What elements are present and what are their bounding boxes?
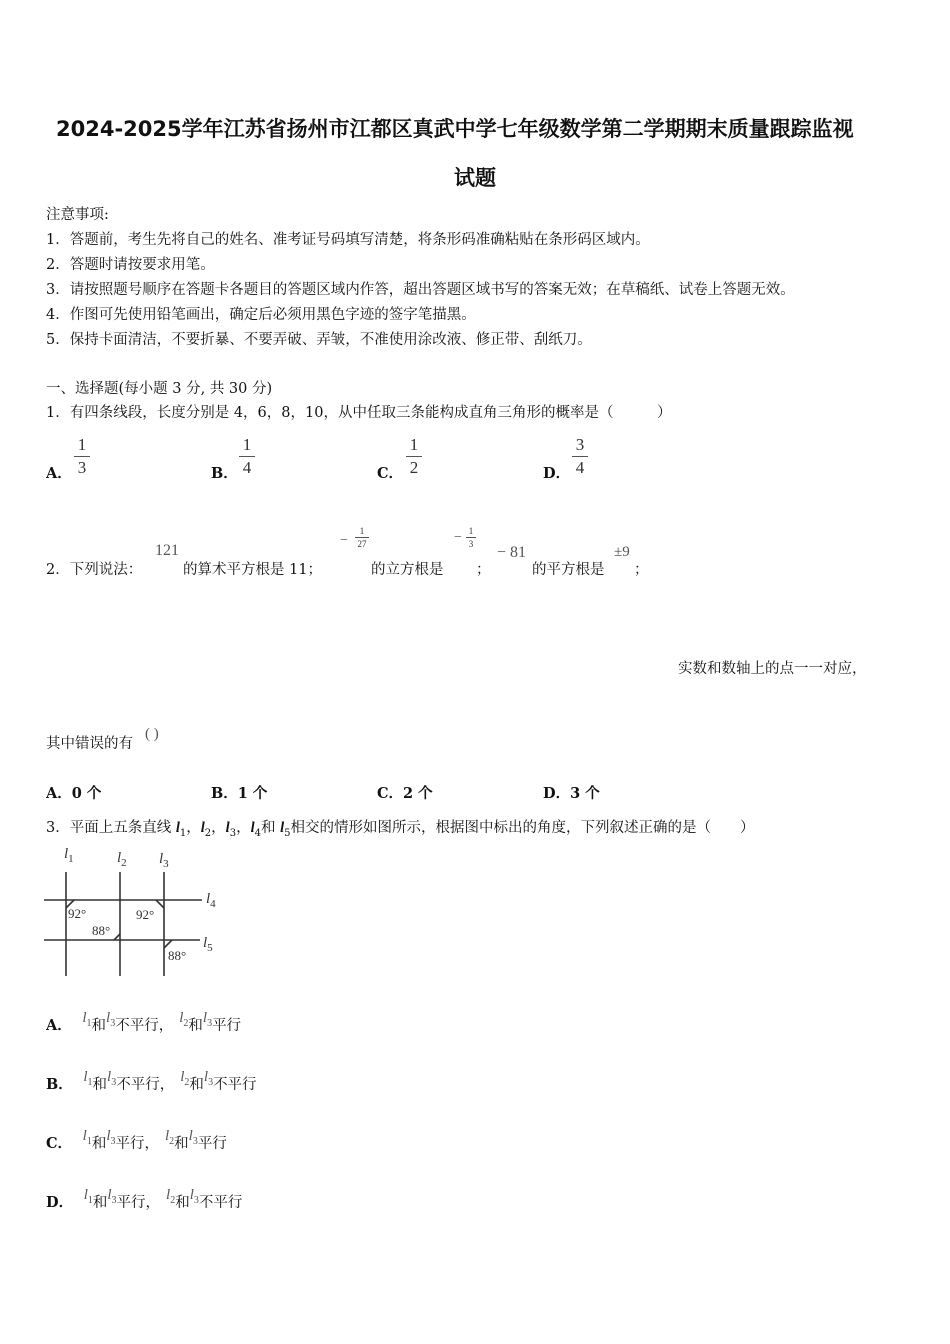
math-l: l — [165, 1128, 170, 1144]
notice-item: 2．答题时请按要求用笔。 — [46, 257, 215, 273]
q2-text-1: 的算术平方根是 11； — [183, 562, 323, 578]
sub: 3 — [110, 1135, 116, 1147]
q1-option-a-label: A． — [46, 465, 72, 482]
line-l: l — [200, 820, 205, 836]
label-l1: $l_1$ — [64, 846, 74, 865]
label-l5: $l_5$ — [203, 935, 213, 954]
math-l: l — [106, 1010, 111, 1026]
sub: 3 — [111, 1076, 117, 1088]
option-label: C． — [46, 1135, 73, 1152]
q3-option-c — [46, 1128, 227, 1155]
text: 平行 — [197, 1136, 227, 1152]
math-l: l — [83, 1187, 88, 1203]
text: 和 — [188, 1018, 203, 1034]
sub: 3 — [229, 827, 237, 839]
sub: 1 — [179, 827, 187, 839]
q2-option-c: C．2 个 — [377, 785, 433, 802]
sub: 1 — [87, 1076, 93, 1088]
q2-math-minus: − — [340, 533, 348, 548]
text: 不平行 — [198, 1195, 243, 1211]
math-l: l — [82, 1010, 87, 1026]
angle-mark — [114, 934, 120, 940]
q2-paren: ( ) — [145, 726, 159, 742]
option-label: B． — [46, 1076, 73, 1093]
line-l: l — [280, 820, 285, 836]
page-title-line2: 试题 — [454, 166, 496, 190]
q2-text-3: ； — [476, 562, 491, 578]
text: 不平行， — [115, 1018, 174, 1034]
text: 和 — [91, 1018, 107, 1034]
q2-prefix: 2．下列说法： — [46, 562, 143, 578]
line-l: l — [175, 820, 180, 836]
sub: 3 — [110, 1017, 116, 1029]
q1-option-b-label: B． — [211, 465, 238, 482]
label-l4: $l_4$ — [206, 891, 216, 910]
sub: 3 — [111, 1194, 117, 1206]
math-l: l — [189, 1187, 194, 1203]
notice-item: 4．作图可先使用铅笔画出，确定后必须用黑色字迹的签字笔描黑。 — [46, 307, 476, 323]
q3-stem-a: 3．平面上五条直线 — [46, 820, 176, 836]
math-l: l — [107, 1069, 112, 1085]
notice-item: 3．请按照题号顺序在答题卡各题目的答题区域内作答，超出答题区域书写的答案无效；在草稿纸、试卷上答题无效。 — [46, 282, 795, 298]
q2-text-5: ； — [634, 562, 649, 578]
text: 平行， — [115, 1136, 159, 1152]
q3-option-a — [46, 1010, 242, 1037]
notice-heading: 注意事项: — [46, 207, 109, 223]
numerator: 1 — [242, 435, 252, 454]
angle-label-92: 92° — [68, 906, 87, 921]
numerator: 1 — [77, 435, 87, 454]
text: 平行 — [212, 1018, 242, 1034]
sub: 1 — [86, 1017, 92, 1029]
numerator: 1 — [468, 526, 474, 536]
line-l: l — [250, 820, 255, 836]
sub: 3 — [192, 1135, 198, 1147]
text: 和 — [92, 1077, 108, 1093]
angle-mark — [156, 900, 164, 908]
q2-option-a: A．0 个 — [46, 785, 102, 802]
sub: 1 — [86, 1135, 92, 1147]
math-l: l — [82, 1128, 87, 1144]
q2-line-3: 其中错误的有 — [46, 736, 133, 752]
q2-option-d: D．3 个 — [543, 785, 600, 802]
option-label: D． — [46, 1194, 74, 1211]
q1-option-c-fraction — [406, 435, 422, 478]
sub: 2 — [184, 1076, 190, 1088]
q2-math-fraction-1-3 — [466, 526, 476, 549]
sub: 3 — [193, 1194, 199, 1206]
q3-stem-b: 相交的情形如图所示，根据图中标出的角度，下列叙述正确的是（ ） — [290, 820, 755, 836]
line-l: l — [225, 820, 230, 836]
denominator: 3 — [77, 458, 87, 477]
q2-option-b: B．1 个 — [211, 785, 268, 802]
q2-math-121: 121 — [155, 542, 179, 559]
math-l: l — [166, 1187, 171, 1203]
sub: 2 — [169, 1135, 175, 1147]
math-l: l — [83, 1069, 88, 1085]
notice-item: 5．保持卡面清洁，不要折暴、不要弄破、弄皱，不准使用涂改液、修正带、刮纸刀。 — [46, 332, 592, 348]
denominator: 2 — [409, 458, 419, 477]
math-l: l — [188, 1128, 193, 1144]
sub: 3 — [208, 1076, 214, 1088]
q2-math-pm9: ±9 — [614, 544, 630, 560]
q1-option-a-fraction — [74, 435, 90, 478]
sub: 4 — [254, 827, 261, 839]
text: 不平行， — [116, 1077, 175, 1093]
text: 平行， — [116, 1195, 161, 1211]
q2-text-4: 的平方根是 — [532, 562, 605, 578]
question-3-stem: 3．平面上五条直线 $l_1$，$l_2$，$l_3$，$l_4$和 $l_5$相交的情形如图所示，根据图中标出的角度，下列叙述正确的是（ ） — [46, 820, 755, 839]
math-l: l — [106, 1128, 111, 1144]
sub: 2 — [170, 1194, 176, 1206]
math-l: l — [180, 1069, 185, 1085]
label-l2: $l_2$ — [117, 850, 127, 869]
denominator: 4 — [242, 458, 252, 477]
q1-option-c-label: C． — [377, 465, 404, 482]
denominator: 27 — [357, 539, 367, 549]
angle-mark — [164, 940, 172, 948]
denominator: 4 — [575, 458, 585, 477]
q2-math-minus-81: − 81 — [497, 544, 527, 561]
q3-lines-diagram — [40, 840, 230, 980]
numerator: 1 — [409, 435, 419, 454]
angle-label-88: 88° — [92, 923, 111, 938]
text: 和 — [174, 1136, 189, 1152]
text: 不平行 — [213, 1077, 257, 1093]
q2-math-minus: − — [454, 530, 462, 545]
angle-label-92: 92° — [136, 907, 155, 922]
angle-label-88: 88° — [168, 948, 187, 963]
sub: 2 — [204, 827, 212, 839]
question-1-stem: 1．有四条线段，长度分别是 4，6，8，10，从中任取三条能构成直角三角形的概率是（ ） — [46, 405, 672, 421]
notice-item: 1．答题前，考生先将自己的姓名、准考证号码填写清楚，将条形码准确粘贴在条形码区域内。 — [46, 232, 650, 248]
math-l: l — [202, 1010, 208, 1026]
q3-option-d — [46, 1187, 243, 1214]
q1-option-d-fraction — [572, 435, 588, 478]
text: 和 — [92, 1195, 108, 1211]
numerator: 3 — [575, 435, 585, 454]
q2-math-fraction-1-27 — [355, 526, 369, 549]
option-label: A． — [46, 1017, 72, 1034]
sub: 2 — [183, 1017, 189, 1029]
math-l: l — [203, 1069, 209, 1085]
sub: 3 — [207, 1017, 213, 1029]
math-l: l — [179, 1010, 184, 1026]
q3-option-b — [46, 1069, 257, 1096]
q2-text-2: 的立方根是 — [371, 562, 444, 578]
q1-option-b-fraction — [239, 435, 255, 478]
numerator: 1 — [359, 526, 365, 536]
math-l: l — [107, 1187, 112, 1203]
sub: 5 — [284, 827, 291, 839]
denominator: 3 — [468, 539, 474, 549]
text: 和 — [189, 1077, 204, 1093]
page-title: 2024-2025学年江苏省扬州市江都区真武中学七年级数学第二学期期末质量跟踪监视 — [56, 117, 854, 141]
section-heading: 一、选择题(每小题 3 分, 共 30 分) — [46, 381, 273, 397]
text: 和 — [175, 1195, 190, 1211]
text: 和 — [91, 1136, 107, 1152]
q2-line-2: 实数和数轴上的点一一对应， — [678, 661, 867, 677]
q1-option-d-label: D． — [543, 465, 571, 482]
sub: 1 — [87, 1194, 93, 1206]
label-l3: $l_3$ — [159, 851, 169, 870]
